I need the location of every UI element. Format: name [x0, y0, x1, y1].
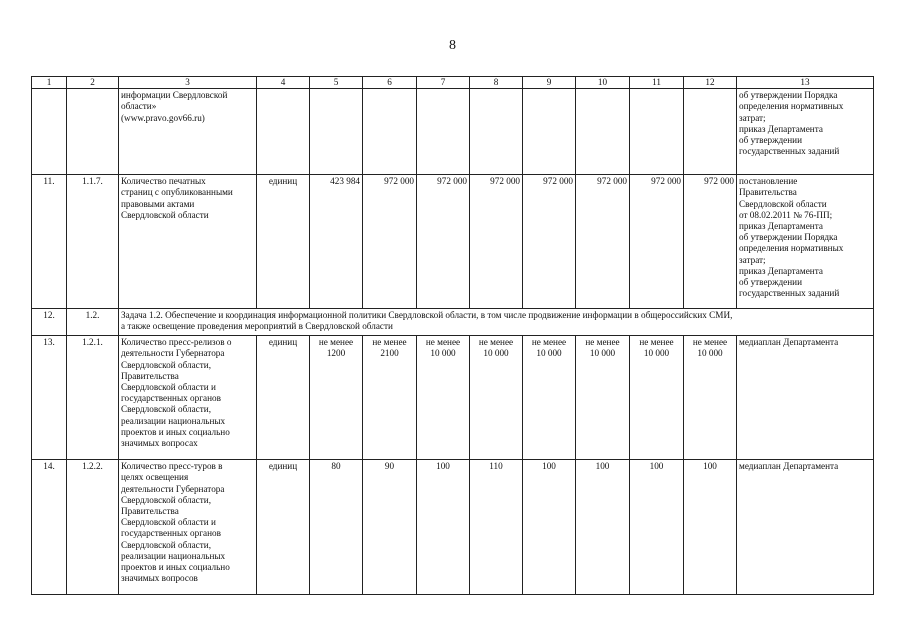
- basis-cell: медиаплан Департамента: [737, 460, 874, 595]
- value-cell: 972 000: [417, 175, 470, 309]
- value-cell: 972 000: [363, 175, 417, 309]
- row-number-cell: 14.: [32, 460, 67, 595]
- table-row: [32, 175, 874, 309]
- table-row-continuation: [32, 89, 874, 175]
- col-number-cell: 6: [363, 77, 417, 89]
- row-number-cell: 11.: [32, 175, 67, 309]
- basis-cell: постановление Правительства Свердловской области от 08.02.2011 № 76-ПП; приказ Департамента об утверждении Порядка определения нормативных затрат; приказ Департамента об утверждении государственных заданий: [737, 175, 874, 309]
- value-cell: не менее 10 000: [630, 336, 684, 460]
- row-number-cell: 13.: [32, 336, 67, 460]
- value-cell: 110: [470, 460, 523, 595]
- basis-cell: медиаплан Департамента: [737, 336, 874, 460]
- row-code-cell: 1.2.1.: [67, 336, 119, 460]
- value-cell: 423 984: [310, 175, 363, 309]
- row-code-cell: 1.2.2.: [67, 460, 119, 595]
- value-cell: 90: [363, 460, 417, 595]
- col-number-cell: 2: [67, 77, 119, 89]
- col-number-cell: 11: [630, 77, 684, 89]
- page-number: 8: [449, 38, 456, 53]
- col-number-cell: 4: [257, 77, 310, 89]
- value-cell: не менее 10 000: [417, 336, 470, 460]
- value-cell: не менее 10 000: [684, 336, 737, 460]
- value-cell: 100: [523, 460, 576, 595]
- col-number-cell: 13: [737, 77, 874, 89]
- unit-cell: единиц: [257, 460, 310, 595]
- value-cell: 972 000: [470, 175, 523, 309]
- col-number-cell: 9: [523, 77, 576, 89]
- value-cell: не менее 10 000: [523, 336, 576, 460]
- table-row: [32, 336, 874, 460]
- row-code-cell: 1.2.: [67, 309, 119, 336]
- value-cell: 972 000: [523, 175, 576, 309]
- col-number-cell: 8: [470, 77, 523, 89]
- value-cell: не менее 1200: [310, 336, 363, 460]
- col-number-cell: 12: [684, 77, 737, 89]
- table-row: [32, 460, 874, 595]
- value-cell: 100: [684, 460, 737, 595]
- value-cell: 100: [576, 460, 630, 595]
- indicators-table: [31, 76, 874, 595]
- indicator-name-cell: Количество пресс-туров в целях освещения деятельности Губернатора Свердловской области, Правительства Свердловской области и государственных органов Свердловской области, реализации национальных проектов и иных социально значимых вопросов: [119, 460, 257, 595]
- indicator-name-cell: Количество пресс-релизов о деятельности Губернатора Свердловской области, Правительства Свердловской области и государственных органов Свердловской области, реализации национальных проектов и иных социально значимых вопросах: [119, 336, 257, 460]
- col-number-cell: 10: [576, 77, 630, 89]
- table-row-task: [32, 309, 874, 336]
- value-cell: не менее 10 000: [470, 336, 523, 460]
- value-cell: 972 000: [576, 175, 630, 309]
- col-number-cell: 1: [32, 77, 67, 89]
- value-cell: не менее 2100: [363, 336, 417, 460]
- column-number-row: [32, 77, 874, 89]
- indicator-name-cell: Количество печатных страниц с опубликованными правовыми актами Свердловской области: [119, 175, 257, 309]
- value-cell: 100: [630, 460, 684, 595]
- value-cell: 100: [417, 460, 470, 595]
- col-number-cell: 5: [310, 77, 363, 89]
- basis-cell: об утверждении Порядка определения нормативных затрат; приказ Департамента об утверждении государственных заданий: [737, 89, 874, 175]
- unit-cell: единиц: [257, 175, 310, 309]
- value-cell: 972 000: [684, 175, 737, 309]
- value-cell: 80: [310, 460, 363, 595]
- row-code-cell: 1.1.7.: [67, 175, 119, 309]
- value-cell: не менее 10 000: [576, 336, 630, 460]
- task-description-cell: Задача 1.2. Обеспечение и координация информационной политики Свердловской области, в том числе продвижение информации в общероссийских СМИ, а также освещение проведения мероприятий в Свердловской области: [119, 309, 874, 336]
- unit-cell: единиц: [257, 336, 310, 460]
- col-number-cell: 3: [119, 77, 257, 89]
- row-number-cell: 12.: [32, 309, 67, 336]
- col-number-cell: 7: [417, 77, 470, 89]
- indicator-name-cell: информации Свердловской области» (www.pravo.gov66.ru): [119, 89, 257, 175]
- value-cell: 972 000: [630, 175, 684, 309]
